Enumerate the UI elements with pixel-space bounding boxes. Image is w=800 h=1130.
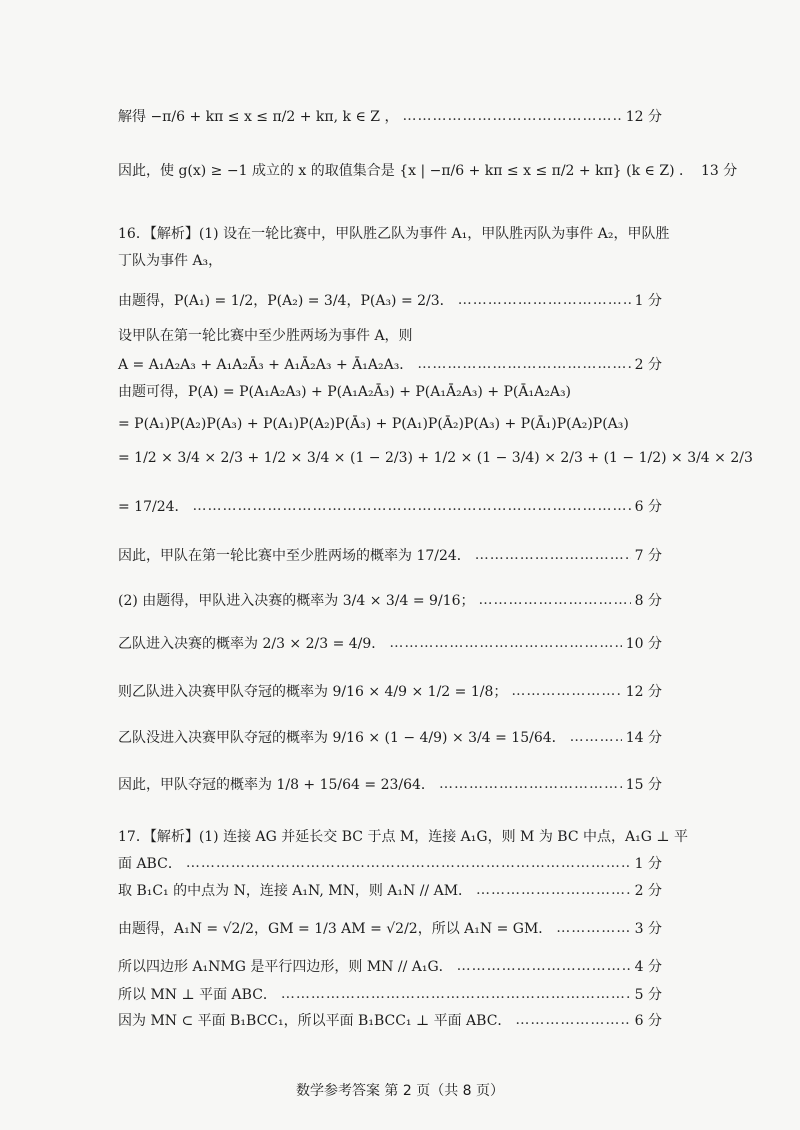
q17-heading: 17．【解析】(1) 连接 AG 并延长交 BC 于点 M，连接 A₁G，则 M 为 BC 中点，A₁G ⊥ 平 bbox=[118, 829, 688, 845]
q16-heading-cont: 丁队为事件 A₃， bbox=[118, 253, 223, 269]
line-1: 解得 −π/6 + kπ ≤ x ≤ π/2 + kπ, k ∈ Z ， …………………………………………………………………………………………………………………………………………………… 12 分 bbox=[118, 106, 662, 126]
line-6: 设甲队在第一轮比赛中至少胜两场为事件 A，则 bbox=[118, 328, 413, 344]
line-15: 则乙队进入决赛甲队夺冠的概率为 9/16 × 4/9 × 1/2 = 1/8； …………………………………………………………………………………………………………………………………………………… 12 分 bbox=[118, 681, 662, 701]
line-10: = 1/2 × 3/4 × 2/3 + 1/2 × 3/4 × (1 − 2/3) + 1/2 × (1 − 3/4) × 2/3 + (1 − 1/2) × 3/4 × 2/3 bbox=[118, 450, 753, 466]
line-5: 由题得，P(A₁) = 1/2，P(A₂) = 3/4，P(A₃) = 2/3． …………………………………………………………………………………………………………………………………………………… 1 分 bbox=[118, 290, 662, 310]
line-22: 所以四边形 A₁NMG 是平行四边形，则 MN // A₁G． …………………………………………………………………………………………………………………………………………………… 4 分 bbox=[118, 956, 662, 976]
line-16: 乙队没进入决赛甲队夺冠的概率为 9/16 × (1 − 4/9) × 3/4 = 15/64． …………………………………………………………………………………………………………………………………………………… 14 分 bbox=[118, 727, 662, 747]
line-24: 因为 MN ⊂ 平面 B₁BCC₁，所以平面 B₁BCC₁ ⊥ 平面 ABC． …………………………………………………………………………………………………………………………………………………… 6 分 bbox=[118, 1010, 662, 1030]
line-11: = 17/24． …………………………………………………………………………………………………………………………………………………… 6 分 bbox=[118, 496, 662, 516]
line-12: 因此，甲队在第一轮比赛中至少胜两场的概率为 17/24． …………………………………………………………………………………………………………………………………………………… 7 分 bbox=[118, 545, 662, 565]
line-7: A = A₁A₂A₃ + A₁A₂Ā₃ + A₁Ā₂A₃ + Ā₁A₂A₃． …………………………………………………………………………………………………………………………………………………… 2 分 bbox=[118, 354, 662, 374]
line-21: 由题得，A₁N = √2/2，GM = 1/3 AM = √2/2，所以 A₁N = GM． …………………………………………………………………………………………………………………………………………………… 3 分 bbox=[118, 918, 662, 938]
line-2: 因此，使 g(x) ≥ −1 成立的 x 的取值集合是 {x | −π/6 + kπ ≤ x ≤ π/2 + kπ} (k ∈ Z) ． 13 分 bbox=[118, 163, 738, 179]
line-14: 乙队进入决赛的概率为 2/3 × 2/3 = 4/9． …………………………………………………………………………………………………………………………………………………… 10 分 bbox=[118, 633, 662, 653]
line-20: 取 B₁C₁ 的中点为 N，连接 A₁N, MN，则 A₁N // AM． …………………………………………………………………………………………………………………………………………………… 2 分 bbox=[118, 880, 662, 900]
line-13: (2) 由题得，甲队进入决赛的概率为 3/4 × 3/4 = 9/16； …………………………………………………………………………………………………………………………………………………… 8 分 bbox=[118, 590, 662, 610]
line-9: = P(A₁)P(A₂)P(A₃) + P(A₁)P(A₂)P(Ā₃) + P(A₁)P(Ā₂)P(A₃) + P(Ā₁)P(A₂)P(A₃) bbox=[118, 416, 629, 432]
line-17: 因此，甲队夺冠的概率为 1/8 + 15/64 = 23/64． …………………………………………………………………………………………………………………………………………………… 15 分 bbox=[118, 774, 662, 794]
line-8: 由题可得，P(A) = P(A₁A₂A₃) + P(A₁A₂Ā₃) + P(A₁Ā₂A₃) + P(Ā₁A₂A₃) bbox=[118, 384, 572, 400]
line-23: 所以 MN ⊥ 平面 ABC． …………………………………………………………………………………………………………………………………………………… 5 分 bbox=[118, 984, 662, 1004]
page-footer: 数学参考答案 第 2 页（共 8 页） bbox=[295, 1083, 505, 1099]
line-19: 面 ABC． …………………………………………………………………………………………………………………………………………………… 1 分 bbox=[118, 853, 662, 873]
q16-heading: 16．【解析】(1) 设在一轮比赛中，甲队胜乙队为事件 A₁，甲队胜丙队为事件 A₂，甲队胜 bbox=[118, 226, 670, 242]
